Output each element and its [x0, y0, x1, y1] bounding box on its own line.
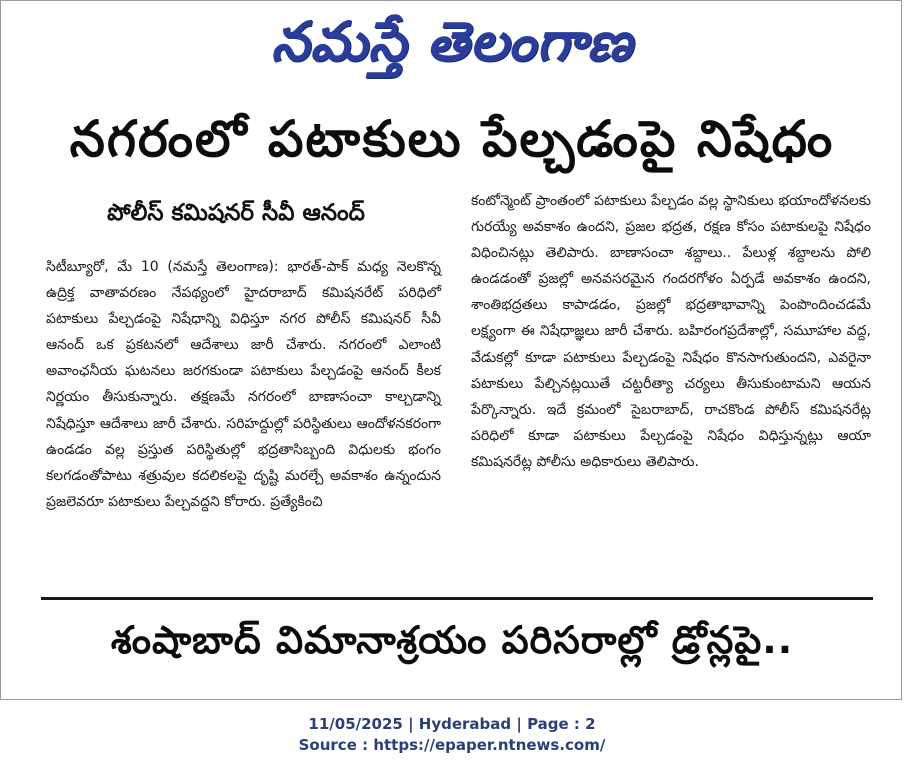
footer-date-location: 11/05/2025 | Hyderabad | Page : 2	[308, 715, 596, 733]
masthead-logo	[1, 5, 902, 81]
clipped-text-edge	[41, 685, 873, 697]
second-headline: శంషాబాద్ విమానాశ్రయం పరిసరాల్లో డ్రోన్లపై..	[110, 618, 794, 662]
article-column-right	[471, 188, 871, 475]
main-headline: నగరంలో పటాకులు పేల్చడంపై నిషేధం	[69, 110, 835, 168]
clipping-footer	[0, 714, 904, 756]
masthead-title: నమస్తే తెలంగాణ	[271, 9, 633, 73]
section-divider	[41, 597, 873, 600]
subheadline: పోలీస్ కమిషనర్ సీవీ ఆనంద్	[107, 200, 365, 226]
article-column-left	[46, 254, 441, 515]
article-text-right: కంటోన్మెంట్ ప్రాంతంలో పటాకులు పేల్చడం వల్ల స్థానికులు భయాందోళనలకు గురయ్యే అవకాశం ఉందని, ప్రజల భద్రత, రక్షణ కోసం పటాకులపై నిషేధం విధించినట్లు తెలిపారు. బాణాసంచా శబ్దాలు.. పేలుళ్ల శబ్దాలను పోలి ఉండడంతో ప్రజల్లో అనవసరమైన గందరగోళం ఏర్పడే అవకాశం ఉందని, శాంతిభద్రతలు కాపాడడం, ప్రజల్లో భద్రతాభావాన్ని పెంపొందించడమే లక్ష్యంగా ఈ నిషేధాజ్ఞలు జారీ చేశారు. బహిరంగప్రదేశాల్లో, సమూహాల వద్ద, వేడుకల్లో కూడా పటాకులు పేల్చడంపై నిషేధం కొనసాగుతుందని, ఎవరైనా పటాకులు పేల్చినట్లయితే చట్టరీత్యా చర్యలు తీసుకుంటామని ఆయన పేర్కొన్నారు. ఇదే క్రమంలో సైబరాబాద్, రాచకొండ పోలీస్ కమిషనరేట్ల పరిధిలో కూడా పటాకులు పేల్చడంపై నిషేధం విధిస్తున్నట్లు ఆయా కమిషనరేట్ల పోలీసు అధికారులు తెలిపారు.	[471, 193, 871, 470]
article-text-left: సిటీబ్యూరో, మే 10 (నమస్తే తెలంగాణ): భారత్-పాక్ మధ్య నెలకొన్న ఉద్రిక్త వాతావరణం నేపథ్యంలో హైదరాబాద్ కమిషనరేట్ పరిధిలో పటాకులు పేల్చడంపై నిషేధాన్ని విధిస్తూ నగర పోలీస్ కమిషనర్ సీవీ ఆనంద్ ఒక ప్రకటనలో ఆదేశాలు జారీ చేశారు. నగరంలో ఎలాంటి అవాంఛనీయ ఘటనలు జరగకుండా పటాకులు పేల్చడంపై ఆనంద్ కీలక నిర్ణయం తీసుకున్నారు. తక్షణమే నగరంలో బాణాసంచా కాల్చడాన్ని నిషేధిస్తూ ఆదేశాలు జారీ చేశారు. సరిహద్దుల్లో పరిస్థితులు ఆందోళనకరంగా ఉండడం వల్ల ప్రస్తుత పరిస్థితుల్లో భద్రతాసిబ్బంది విధులకు భంగం కలగడంతోపాటు శత్రువుల కదలికలపై దృష్టి మరల్చే అవకాశం ఉన్నందున ప్రజలెవరూ పటాకులు పేల్చవద్దని కోరారు. ప్రత్యేకించి	[46, 259, 441, 510]
footer-source: Source : https://epaper.ntnews.com/	[298, 736, 606, 754]
